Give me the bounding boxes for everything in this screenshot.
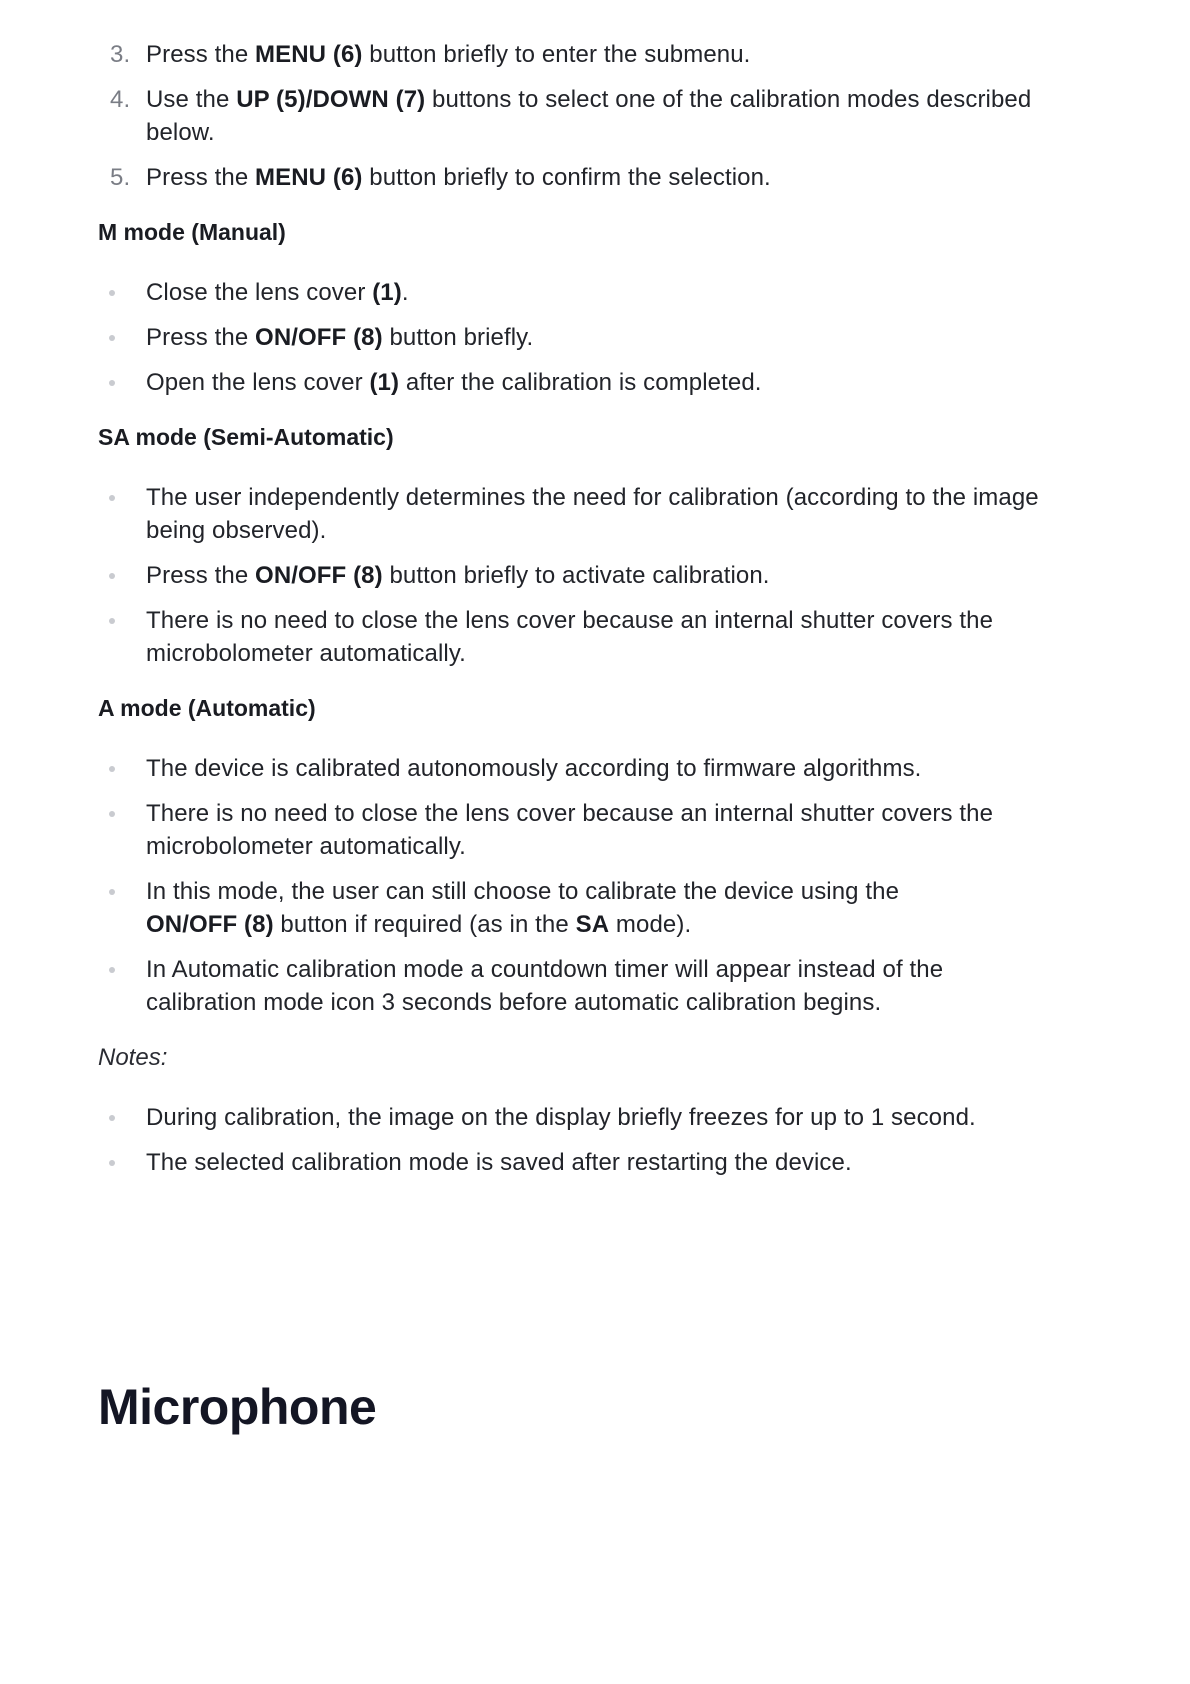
item-text: The device is calibrated autonomously according to firmware algorithms. [146, 755, 922, 782]
list-item [98, 752, 1098, 785]
bullet-icon [109, 495, 115, 501]
step-text-pre: Press the [146, 164, 256, 191]
step-text-post: buttons to select one of the calibration modes described below. [146, 86, 1032, 146]
bullet-icon [109, 967, 115, 973]
item-text: There is no need to close the lens cover because an internal shutter covers the microbolometer automatically. [146, 607, 994, 667]
item-text: In Automatic calibration mode a countdown timer will appear instead of the calibration mode icon 3 seconds before automatic calibration begins. [146, 956, 944, 1016]
item-text: after the calibration is completed. [399, 369, 762, 396]
step-number: 3. [110, 41, 131, 68]
bullet-icon [109, 1115, 115, 1121]
item-bold: ON/OFF (8) [146, 911, 274, 938]
item-text: Open the lens cover [146, 369, 370, 396]
step-item [98, 83, 1098, 149]
item-text: . [401, 279, 409, 306]
list-item [98, 366, 1098, 399]
step-text-post: button briefly to enter the submenu. [362, 41, 751, 68]
list-item [98, 559, 1098, 592]
item-text: The user independently determines the need for calibration (according to the image being observed). [146, 484, 1039, 544]
document-page [98, 38, 1098, 1191]
step-text-pre: Use the [146, 86, 237, 113]
item-text: button briefly to activate calibration. [382, 562, 770, 589]
list-item [98, 1101, 1098, 1134]
list-item [98, 604, 1098, 670]
notes-label: Notes: [98, 1044, 168, 1071]
bullet-icon [109, 573, 115, 579]
steps-list [98, 38, 1098, 194]
bullet-icon [109, 335, 115, 341]
item-text: mode). [609, 911, 692, 938]
item-bold: (1) [372, 279, 402, 306]
item-text: Close the lens cover [146, 279, 373, 306]
bullet-icon [109, 1160, 115, 1166]
item-text: During calibration, the image on the display briefly freezes for up to 1 second. [146, 1104, 976, 1131]
item-text: There is no need to close the lens cover because an internal shutter covers the microbolometer automatically. [146, 800, 994, 860]
list-item [98, 276, 1098, 309]
item-bold: (1) [369, 369, 400, 396]
item-bold: ON/OFF (8) [255, 324, 383, 351]
a-mode-list [98, 752, 1098, 1019]
a-mode-heading: A mode (Automatic) [98, 695, 316, 721]
step-item [98, 38, 1098, 71]
step-text-bold: MENU (6) [255, 164, 363, 191]
bullet-icon [109, 380, 115, 386]
bullet-icon [109, 889, 115, 895]
bullet-icon [109, 811, 115, 817]
step-text-bold: UP (5)/DOWN (7) [236, 86, 426, 113]
list-item [98, 1146, 1098, 1179]
list-item [98, 481, 1098, 547]
sa-mode-list [98, 481, 1098, 670]
section-title: Microphone [98, 1379, 377, 1435]
step-text-pre: Press the [146, 41, 256, 68]
item-bold: ON/OFF (8) [255, 562, 383, 589]
item-text: button briefly. [382, 324, 534, 351]
notes-list [98, 1101, 1098, 1179]
m-mode-list [98, 276, 1098, 399]
item-text: Press the [146, 324, 256, 351]
item-text: button if required (as in the [273, 911, 576, 938]
m-mode-heading: M mode (Manual) [98, 219, 286, 245]
list-item [98, 953, 1098, 1019]
bullet-icon [109, 290, 115, 296]
item-text: Press the [146, 562, 256, 589]
item-bold: SA [575, 911, 610, 938]
item-text: The selected calibration mode is saved after restarting the device. [146, 1149, 852, 1176]
step-text-post: button briefly to confirm the selection. [362, 164, 771, 191]
step-number: 4. [110, 86, 131, 113]
list-item [98, 875, 1098, 941]
bullet-icon [109, 766, 115, 772]
step-text-bold: MENU (6) [255, 41, 363, 68]
step-number: 5. [110, 164, 131, 191]
step-item [98, 161, 1098, 194]
list-item [98, 797, 1098, 863]
sa-mode-heading: SA mode (Semi-Automatic) [98, 424, 394, 450]
bullet-icon [109, 618, 115, 624]
list-item [98, 321, 1098, 354]
item-text: In this mode, the user can still choose to calibrate the device using the [146, 878, 900, 905]
